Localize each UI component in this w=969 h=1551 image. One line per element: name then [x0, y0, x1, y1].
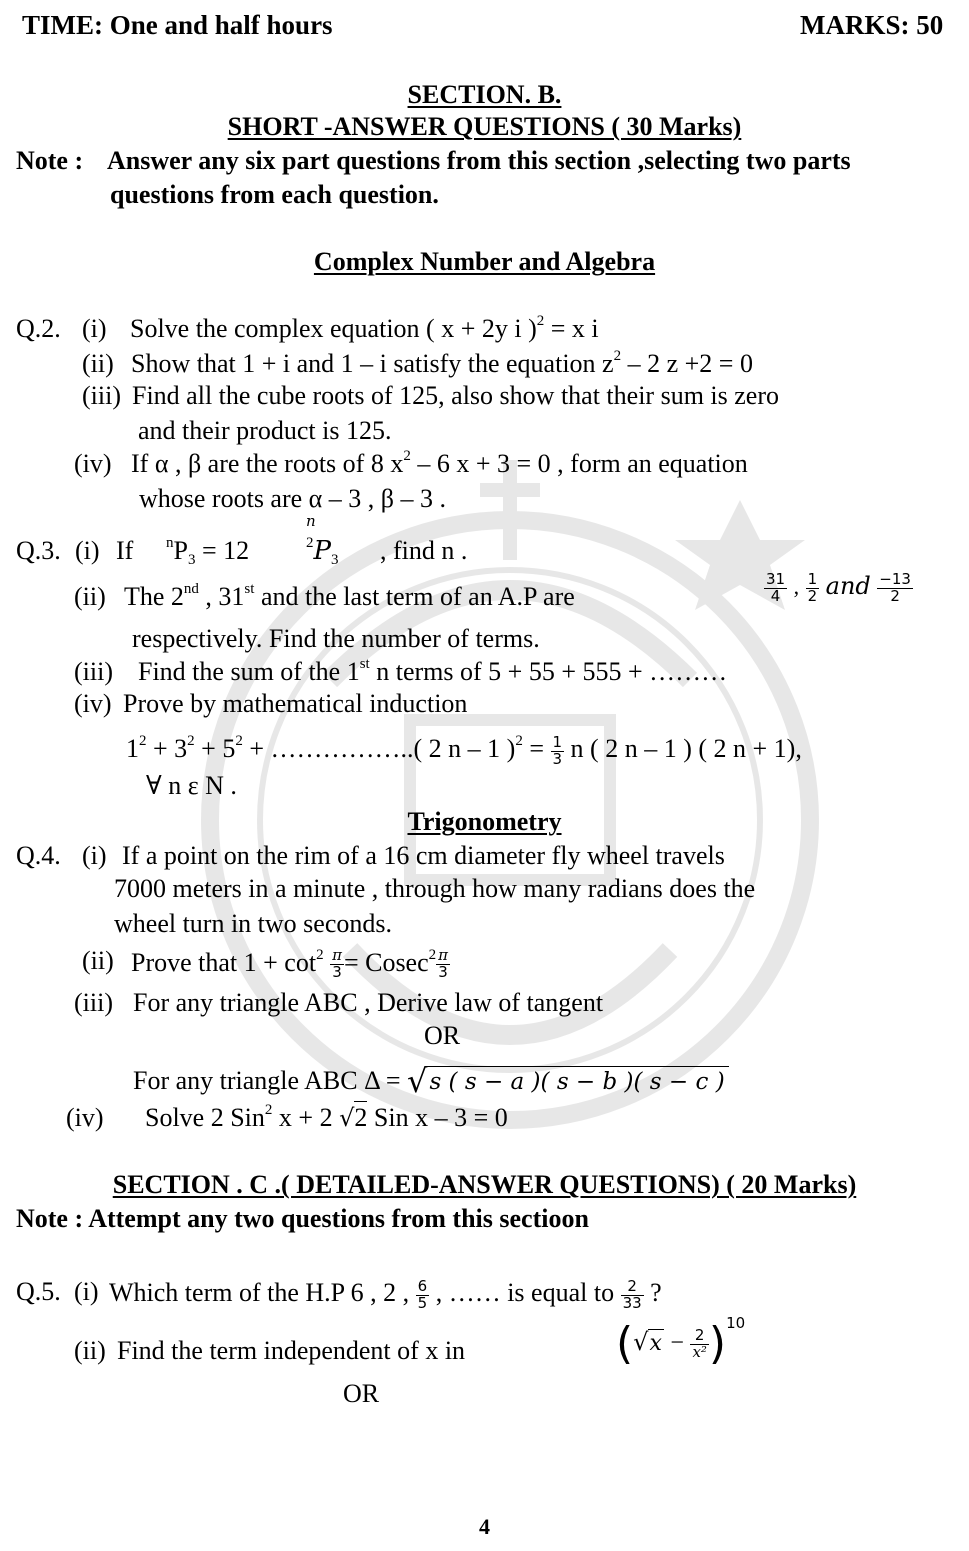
q2-iii-line2: and their product is 125.: [138, 416, 392, 445]
trig-heading: Trigonometry: [407, 807, 562, 836]
q4-iv-num: (iv): [66, 1103, 104, 1132]
q3-ii-text: The 2nd , 31st and the last term of an A.P are: [124, 581, 575, 611]
note-label: Note :: [16, 146, 84, 175]
q3-iii-num: (iii): [74, 657, 113, 686]
exam-marks: MARKS: 50: [800, 10, 944, 40]
q5-i-text: Which term of the H.P 6 , 2 , $\frac{6}{5}$ , …… is equal to $\frac{2}{33}$ ?: [109, 1277, 662, 1312]
q4-iv-text: Solve 2 Sin$^2$ x + 2 √2 Sin x – 3 = 0: [145, 1102, 508, 1132]
q2-i-text: Solve the complex equation ( x + 2y i )$^2$ = x i: [130, 313, 599, 343]
q3-i-if: If: [116, 536, 134, 565]
section-c-title: SECTION . C .( DETAILED-ANSWER QUESTIONS) ( 20 Marks): [112, 1170, 857, 1199]
q4-i-line1: If a point on the rim of a 16 cm diameter fly wheel travels: [122, 841, 725, 870]
exam-time: TIME: One and half hours: [22, 10, 333, 40]
q2-iii-num: (iii): [82, 381, 121, 410]
q2-label: Q.2.: [16, 314, 61, 343]
q4-label: Q.4.: [16, 841, 61, 870]
q4-iii-num: (iii): [74, 988, 113, 1017]
q4-iii-or: OR: [424, 1021, 461, 1050]
q3-iv-line3: ∀ n ε N .: [146, 771, 237, 800]
q2-ii-num: (ii): [82, 349, 114, 378]
note-line-2: questions from each question.: [110, 180, 439, 209]
q5-i-num: (i): [74, 1277, 99, 1306]
q3-ii-line2: respectively. Find the number of terms.: [132, 624, 540, 653]
q2-iv-num: (iv): [74, 449, 112, 478]
q4-i-num: (i): [82, 841, 107, 870]
complex-heading: Complex Number and Algebra: [313, 247, 656, 276]
page-number: 4: [479, 1514, 490, 1539]
q5-or: OR: [343, 1379, 380, 1408]
q5-label: Q.5.: [16, 1277, 61, 1306]
q5-ii-text: Find the term independent of x in: [117, 1336, 466, 1365]
q3-ii-num: (ii): [74, 582, 106, 611]
q2-iii-line1: Find all the cube roots of 125, also show that their sum is zero: [132, 381, 780, 410]
q4-iii-alt: For any triangle ABC Δ = √s ( s − a )( s − b )( s − c ): [133, 1065, 729, 1097]
q2-ii-text: Show that 1 + i and 1 – i satisfy the equation $z^2 - 2$ z +2 = 0: [131, 348, 753, 378]
section-b-subtitle: SHORT -ANSWER QUESTIONS ( 30 Marks): [227, 112, 742, 141]
q3-i-num: (i): [75, 536, 100, 565]
q2-iv-text: If α , β are the roots of 8 $x^2 - 6$ x + 3 = 0 , form an equation: [131, 448, 748, 478]
q3-iii-text: Find the sum of the 1st n terms of 5 + 55 + 555 + ………: [138, 656, 728, 686]
note-line-1: Answer any six part questions from this section ,selecting two parts: [107, 146, 851, 175]
q4-i-line3: wheel turn in two seconds.: [114, 909, 393, 938]
q3-i-2p3: $^2P_3$: [306, 535, 339, 568]
q2-i-num: (i): [82, 314, 107, 343]
q3-iv-line1: Prove by mathematical induction: [123, 689, 468, 718]
section-c-note: Note : Attempt any two questions from this sectioon: [16, 1204, 589, 1233]
q4-ii-num: (ii): [82, 946, 114, 975]
q3-i-frac-top: n: [306, 512, 316, 530]
q2-iv-line2: whose roots are α – 3 , β – 3 .: [139, 484, 447, 513]
q3-iv-num: (iv): [74, 689, 112, 718]
q5-ii-num: (ii): [74, 1336, 106, 1365]
q5-ii-expression: (√x − $\frac{2}{\text{x²}}$ )$^{10}$: [616, 1314, 746, 1369]
q3-i-find: , find n .: [380, 536, 468, 565]
q3-i-npr: $^nP_3 = 12$: [166, 535, 250, 568]
q3-iv-equation: $1^2 + 3^2 + 5^2$ + ……………..( 2 n – 1 )$^2$ = $\frac{1}{3}$ n ( 2 n – 1 ) ( 2 n + 1),: [126, 733, 802, 768]
q4-ii-text: Prove that $1 + \cot^2$ $\frac{\pi}{3}$ = Cosec$^2$ $\frac{\pi}{3}$: [131, 946, 448, 981]
q3-ii-fractions: $\frac{31}{4}$ , $\frac{1}{2}$ and $\frac{-13}{2}$: [766, 570, 911, 605]
q4-iii-text: For any triangle ABC , Derive law of tangent: [133, 988, 604, 1017]
q4-i-line2: 7000 meters in a minute , through how many radians does the: [114, 874, 756, 903]
q3-label: Q.3.: [16, 536, 61, 565]
section-b-title: SECTION. B.: [407, 80, 562, 109]
